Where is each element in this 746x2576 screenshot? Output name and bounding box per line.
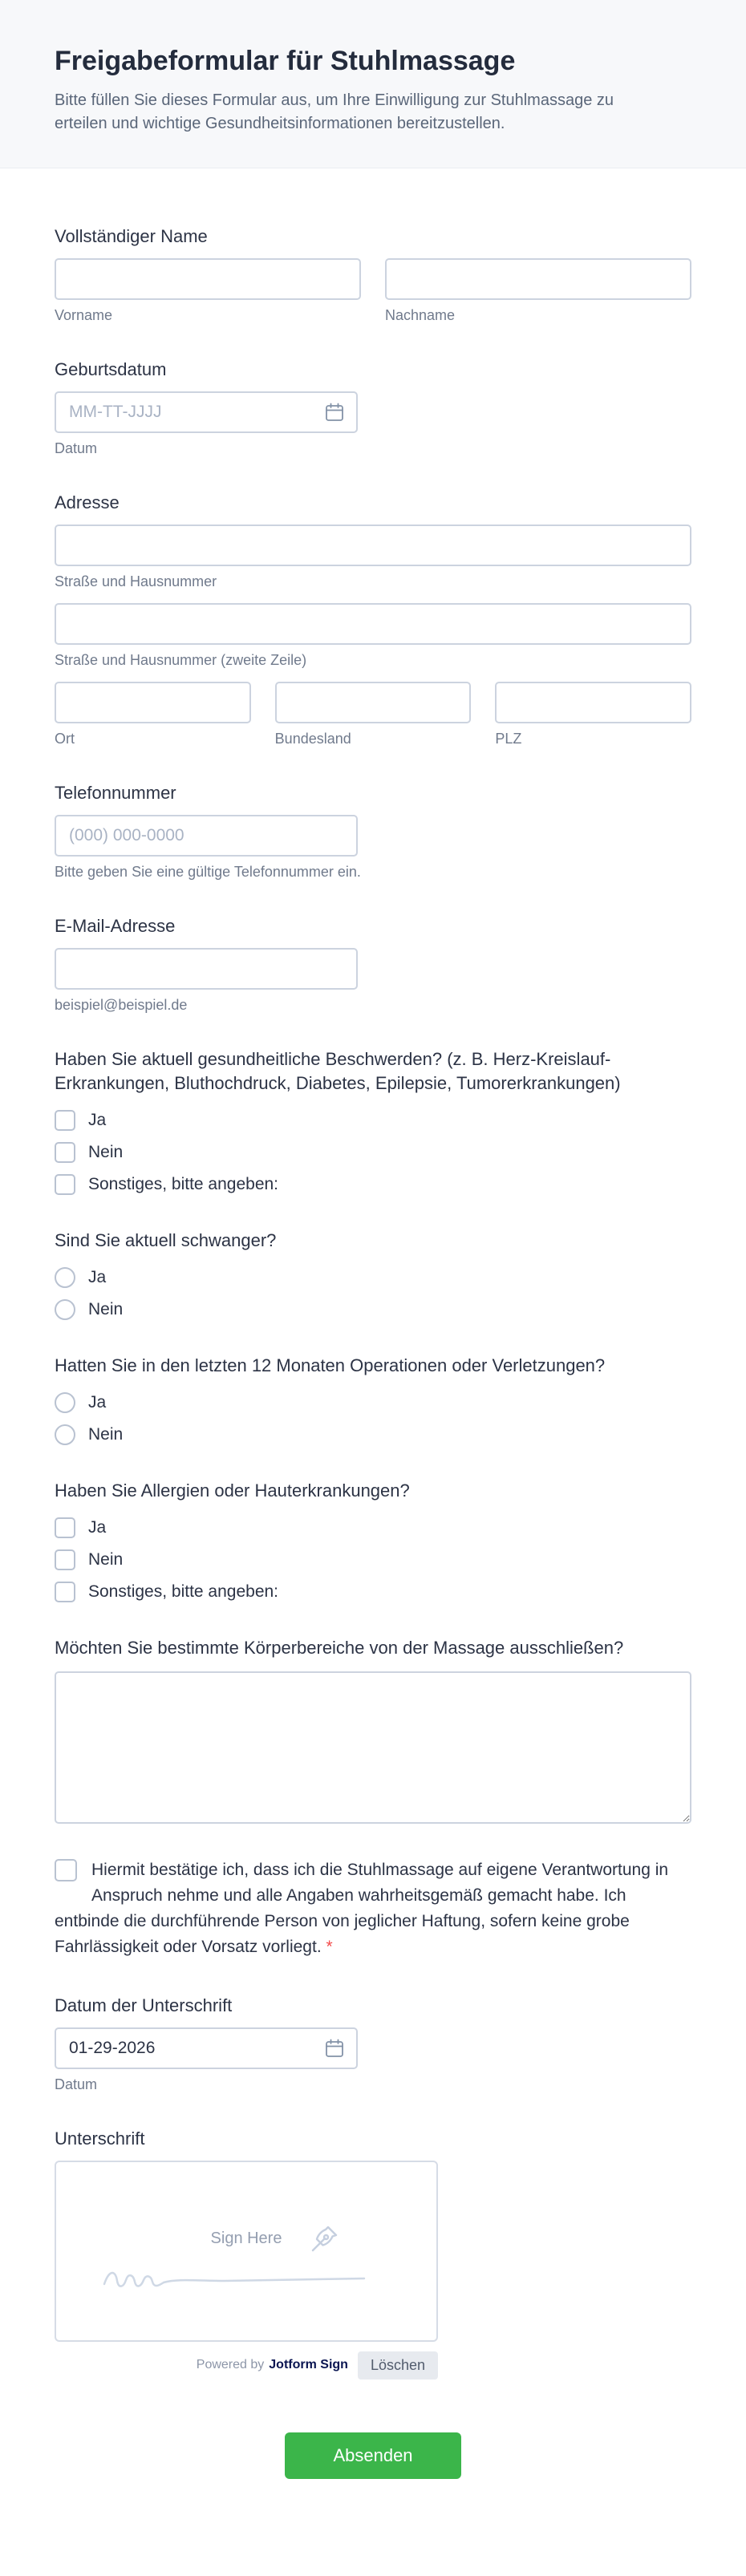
last-name-sublabel: Nachname [385, 306, 456, 323]
submit-row [55, 2432, 691, 2479]
birth-date-label: Geburtsdatum [55, 358, 167, 379]
signature-label: Unterschrift [55, 2128, 145, 2149]
option-label: Nein [88, 1549, 124, 1569]
health-option-sonstiges[interactable] [55, 1174, 691, 1195]
allergies-option-sonstiges[interactable] [55, 1582, 691, 1602]
option-label: Ja [88, 1110, 107, 1129]
field-full-name [55, 225, 691, 324]
submit-button[interactable]: Absenden [285, 2432, 461, 2479]
field-exclusions [55, 1636, 691, 1824]
option-label: Ja [88, 1392, 107, 1412]
form-title: Freigabeformular für Stuhlmassage [55, 46, 516, 76]
health-option-nein[interactable] [55, 1142, 691, 1163]
phone-input[interactable] [55, 815, 358, 857]
full-name-label: Vollständiger Name [55, 225, 208, 246]
option-label: Ja [88, 1517, 107, 1537]
address-state-col [275, 682, 472, 747]
address-zip-col [495, 682, 691, 747]
email-label: E-Mail-Adresse [55, 915, 176, 936]
signature-date-sublabel: Datum [55, 2076, 98, 2092]
field-consent [55, 1857, 691, 1960]
field-phone [55, 781, 691, 881]
email-input[interactable] [55, 948, 358, 990]
required-asterisk: * [326, 1937, 333, 1956]
last-name-col [385, 258, 691, 324]
calendar-icon[interactable] [324, 402, 345, 423]
allergies-option-ja[interactable] [55, 1517, 691, 1538]
field-allergies [55, 1479, 691, 1602]
signature-date-label: Datum der Unterschrift [55, 1995, 233, 2015]
address-city-row [55, 682, 691, 747]
birth-date-input[interactable] [55, 391, 358, 433]
signature-pad[interactable] [55, 2161, 438, 2342]
address-zip-sublabel: PLZ [495, 730, 522, 747]
email-sublabel: beispiel@beispiel.de [55, 996, 188, 1013]
address-zip-input[interactable] [495, 682, 691, 723]
pregnant-label: Sind Sie aktuell schwanger? [55, 1229, 277, 1250]
allergies-label: Haben Sie Allergien oder Hauterkrankungen? [55, 1480, 410, 1501]
surgeries-option-nein[interactable] [55, 1424, 691, 1445]
checkbox-icon[interactable] [55, 1174, 75, 1195]
checkbox-icon[interactable] [55, 1110, 75, 1131]
address-line1-group [55, 525, 691, 590]
health-option-ja[interactable] [55, 1110, 691, 1131]
checkbox-icon[interactable] [55, 1517, 75, 1538]
option-label: Nein [88, 1142, 124, 1161]
field-signature [55, 2127, 691, 2380]
pregnant-option-nein[interactable] [55, 1299, 691, 1320]
signature-date-wrap [55, 2027, 358, 2069]
signature-scribble-icon [98, 2260, 371, 2295]
field-pregnant [55, 1229, 691, 1320]
last-name-input[interactable] [385, 258, 691, 300]
allergies-option-nein[interactable] [55, 1549, 691, 1570]
birth-date-wrap [55, 391, 358, 433]
address-city-input[interactable] [55, 682, 251, 723]
option-label: Nein [88, 1299, 124, 1318]
consent-statement: Hiermit bestätige ich, dass ich die Stuhlmassage auf eigene Verantwortung in Anspruch nehme und alle Angaben wahrheitsgemäß gemacht habe. Ich entbinde die durchführende Person von jeglicher Haftung, sofern keine grobe Fahrlässigkeit oder Vorsatz vorliegt. [55, 1860, 669, 1956]
surgeries-option-ja[interactable] [55, 1392, 691, 1413]
radio-icon[interactable] [55, 1299, 75, 1320]
address-line2-sublabel: Straße und Hausnummer (zweite Zeile) [55, 651, 307, 668]
phone-sublabel: Bitte geben Sie eine gültige Telefonnummer ein. [55, 863, 361, 880]
option-label: Sonstiges, bitte angeben: [88, 1174, 279, 1193]
checkbox-icon[interactable] [55, 1582, 75, 1602]
full-name-row [55, 258, 691, 324]
address-line2-group [55, 603, 691, 669]
field-birth-date [55, 358, 691, 457]
radio-icon[interactable] [55, 1267, 75, 1288]
consent-checkbox[interactable] [55, 1859, 77, 1881]
surgeries-label: Hatten Sie in den letzten 12 Monaten Operationen oder Verletzungen? [55, 1355, 606, 1375]
checkbox-icon[interactable] [55, 1142, 75, 1163]
sign-here-placeholder: Sign Here [210, 2229, 282, 2247]
pregnant-option-ja[interactable] [55, 1267, 691, 1288]
field-health-conditions [55, 1047, 691, 1195]
pen-nib-icon [306, 2222, 342, 2257]
first-name-col [55, 258, 361, 324]
field-address [55, 491, 691, 747]
option-label: Sonstiges, bitte angeben: [88, 1582, 279, 1601]
address-label: Adresse [55, 492, 120, 512]
address-city-sublabel: Ort [55, 730, 75, 747]
exclusions-label: Möchten Sie bestimmte Körperbereiche von der Massage ausschließen? [55, 1637, 624, 1658]
checkbox-icon[interactable] [55, 1549, 75, 1570]
birth-date-sublabel: Datum [55, 439, 98, 456]
powered-by-text: Powered by [196, 2358, 265, 2372]
signature-date-input[interactable] [55, 2027, 358, 2069]
address-line1-sublabel: Straße und Hausnummer [55, 573, 217, 589]
field-signature-date [55, 1994, 691, 2093]
form-subtitle: Bitte füllen Sie dieses Formular aus, um Ihre Einwilligung zur Stuhlmassage zu erteilen und wichtige Gesundheitsinformationen bereitzustellen. [55, 91, 614, 132]
calendar-icon[interactable] [324, 2038, 345, 2059]
address-line1-input[interactable] [55, 525, 691, 566]
option-label: Ja [88, 1267, 107, 1286]
first-name-input[interactable] [55, 258, 361, 300]
form-header [0, 0, 746, 168]
exclusions-textarea[interactable] [55, 1671, 691, 1824]
address-state-sublabel: Bundesland [274, 730, 351, 747]
option-label: Nein [88, 1424, 124, 1444]
radio-icon[interactable] [55, 1424, 75, 1445]
form-body [0, 168, 746, 2479]
phone-label: Telefonnummer [55, 782, 176, 803]
jotform-sign-brand-link[interactable]: Jotform Sign [269, 2358, 348, 2372]
field-surgeries [55, 1354, 691, 1445]
consent-row[interactable] [55, 1857, 674, 1960]
address-state-input[interactable] [275, 682, 472, 723]
field-email [55, 914, 691, 1014]
signature-footer [55, 2351, 438, 2380]
address-line2-input[interactable] [55, 603, 691, 645]
address-city-col [55, 682, 251, 747]
first-name-sublabel: Vorname [55, 306, 113, 323]
radio-icon[interactable] [55, 1392, 75, 1413]
health-conditions-label: Haben Sie aktuell gesundheitliche Beschwerden? (z. B. Herz-Kreislauf-Erkrankungen, Bluthochdruck, Diabetes, Epilepsie, Tumorerkrankungen) [55, 1048, 621, 1093]
signature-clear-button[interactable]: Löschen [358, 2351, 438, 2380]
